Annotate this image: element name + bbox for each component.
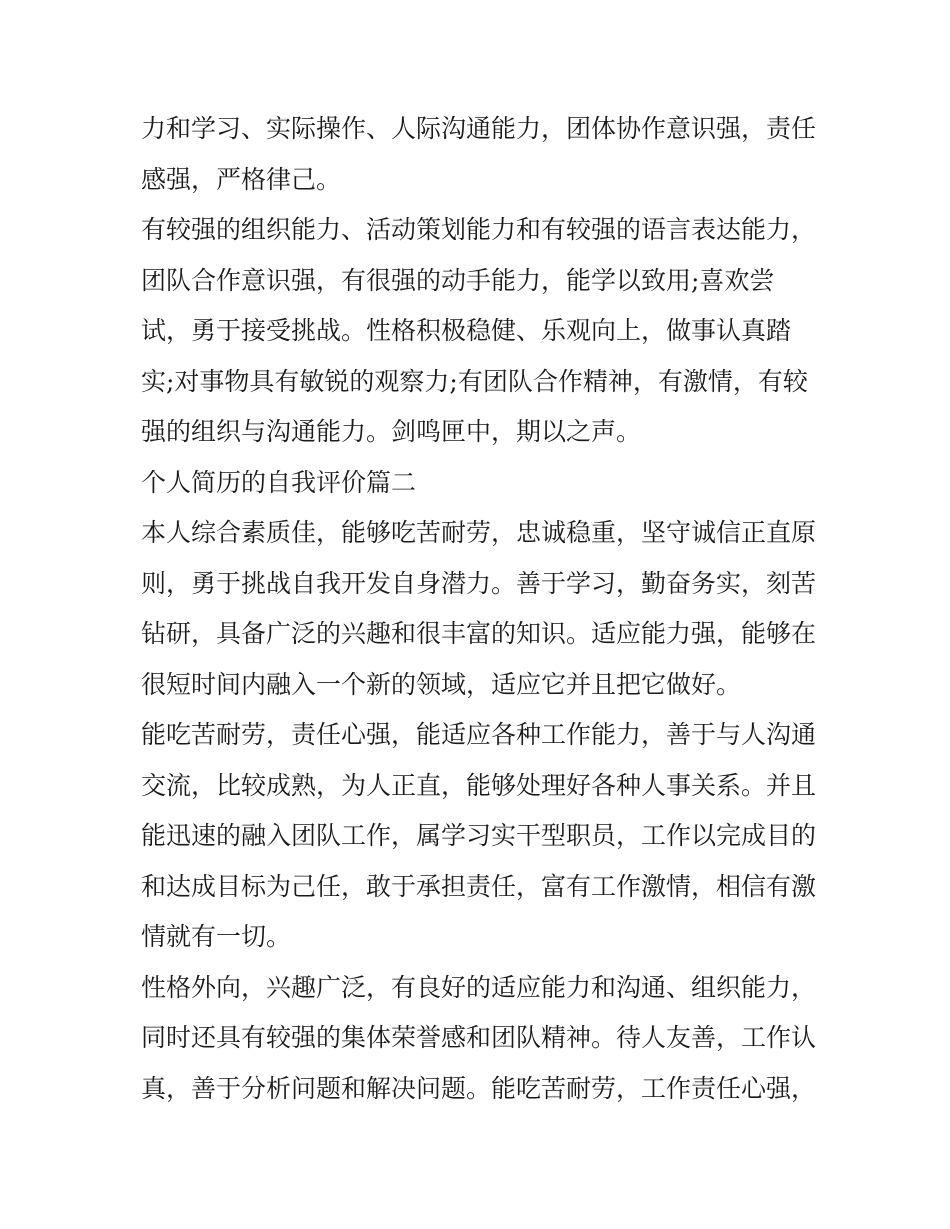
text-line: 本人综合素质佳，能够吃苦耐劳，忠诚稳重，坚守诚信正直原 bbox=[141, 518, 817, 547]
text-line: 和达成目标为己任，敢于承担责任，富有工作激情，相信有激 bbox=[141, 871, 817, 901]
text-line: 真，善于分析问题和解决问题。能吃苦耐劳，工作责任心强， bbox=[141, 1073, 817, 1103]
text-line: 钻研，具备广泛的兴趣和很丰富的知识。适应能力强，能够在 bbox=[141, 619, 817, 648]
text-line: 力和学习、实际操作、人际沟通能力，团体协作意识强，责任 bbox=[141, 114, 817, 143]
text-line: 情就有一切。 bbox=[141, 922, 292, 951]
text-line: 实;对事物具有敏锐的观察力;有团队合作精神，有激情，有较 bbox=[141, 366, 808, 396]
section-heading: 个人简历的自我评价篇二 bbox=[141, 467, 417, 497]
document-body bbox=[141, 104, 817, 1114]
text-line: 性格外向，兴趣广泛，有良好的适应能力和沟通、组织能力， bbox=[141, 972, 817, 1002]
text-line: 强的组织与沟通能力。剑鸣匣中，期以之声。 bbox=[141, 417, 642, 446]
text-line: 能迅速的融入团队工作，属学习实干型职员，工作以完成目的 bbox=[141, 821, 817, 850]
text-line: 能吃苦耐劳，责任心强，能适应各种工作能力，善于与人沟通 bbox=[141, 720, 817, 749]
text-line: 有较强的组织能力、活动策划能力和有较强的语言表达能力， bbox=[141, 215, 817, 244]
text-line: 同时还具有较强的集体荣誉感和团队精神。待人友善，工作认 bbox=[141, 1023, 817, 1052]
text-line: 团队合作意识强，有很强的动手能力，能学以致用;喜欢尝 bbox=[141, 265, 775, 295]
text-line: 很短时间内融入一个新的领域，适应它并且把它做好。 bbox=[141, 669, 742, 699]
text-line: 则，勇于挑战自我开发自身潜力。善于学习，勤奋务实，刻苦 bbox=[141, 568, 817, 598]
text-line: 试，勇于接受挑战。性格积极稳健、乐观向上，做事认真踏 bbox=[141, 316, 792, 345]
text-line: 交流，比较成熟，为人正直，能够处理好各种人事关系。并且 bbox=[141, 770, 817, 800]
text-line: 感强，严格律己。 bbox=[141, 164, 342, 194]
